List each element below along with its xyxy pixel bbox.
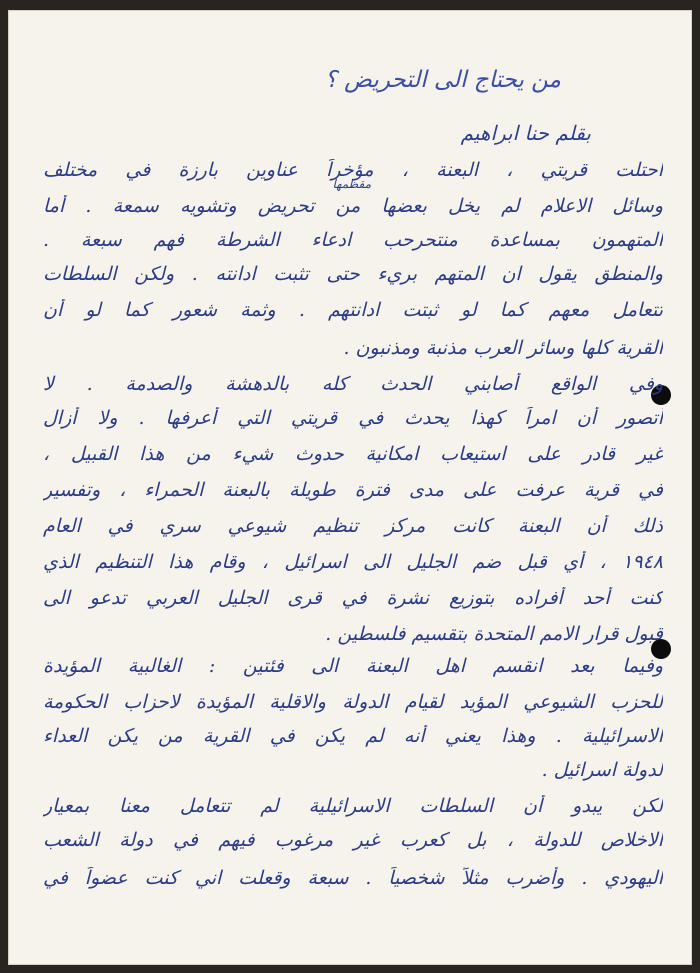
document-line: وفي الواقع أصابني الحدث كله بالدهشة والصدمة . لا <box>43 373 663 395</box>
document-line: للحزب الشيوعي المؤيد لقيام الدولة والاقلية المؤيدة لاحزاب الحكومة <box>43 691 663 713</box>
document-line: الاخلاص للدولة ، بل كعرب غير مرغوب فيهم في دولة الشعب <box>43 829 663 851</box>
letter-sheet <box>8 10 692 965</box>
document-line: ذلك أن البعنة كانت مركز تنظيم شيوعي سري في العام <box>43 515 663 537</box>
document-line: القرية كلها وسائر العرب مذنبة ومذنبون . <box>343 337 663 359</box>
document-line: ١٩٤٨ ، أي قبل ضم الجليل الى اسرائيل ، وقام هذا التنظيم الذي <box>43 551 663 573</box>
document-line: الاسرائيلية . وهذا يعني أنه لم يكن في القرية من يكن العداء <box>43 725 663 747</box>
document-line: غير قادر على استيعاب امكانية حدوث شيء من هذا القبيل ، <box>43 443 663 465</box>
document-byline: بقلم حنا ابراهيم <box>460 121 591 145</box>
document-line: اليهودي . وأضرب مثلاً شخصياً . سبعة وقعلت اني كنت عضواً في <box>43 867 663 889</box>
document-line: تتعامل معهم كما لو ثبتت ادانتهم . وثمة شعور كما لو أن <box>43 299 663 321</box>
interline-insertion: مقظمها <box>332 177 371 191</box>
document-line: احتلت قريتي ، البعنة ، مؤخراً عناوين بارزة في مختلف <box>43 159 663 181</box>
document-line: أتصور أن امراً كهذا يحدث في قريتي التي أعرفها . ولا أزال <box>43 407 663 429</box>
document-line: وفيما بعد انقسم اهل البعنة الى فئتين : الغالبية المؤيدة <box>43 655 663 677</box>
document-line: لدولة اسرائيل . <box>541 759 663 781</box>
document-line: لكن يبدو أن السلطات الاسرائيلية لم تتعامل معنا بمعيار <box>43 795 663 817</box>
document-line: في قرية عرفت على مدى فترة طويلة بالبعنة الحمراء ، وتفسير <box>43 479 663 501</box>
document-line: والمنطق يقول ان المتهم بريء حتى تثبت ادانته . ولكن السلطات <box>43 263 663 285</box>
document-line: وسائل الاعلام لم يخل بعضها من تحريض وتشويه سمعة . أما <box>43 195 663 217</box>
document-line: المتهمون بمساعدة منتحرحب ادعاء الشرطة فهم سبعة . <box>43 229 663 251</box>
document-title: من يحتاج الى التحريض ؟ <box>324 67 561 93</box>
document-line: كنت أحد أفراده بتوزيع نشرة في قرى الجليل العربي تدعو الى <box>43 587 663 609</box>
document-line: قبول قرار الامم المتحدة بتقسيم فلسطين . <box>325 623 663 645</box>
